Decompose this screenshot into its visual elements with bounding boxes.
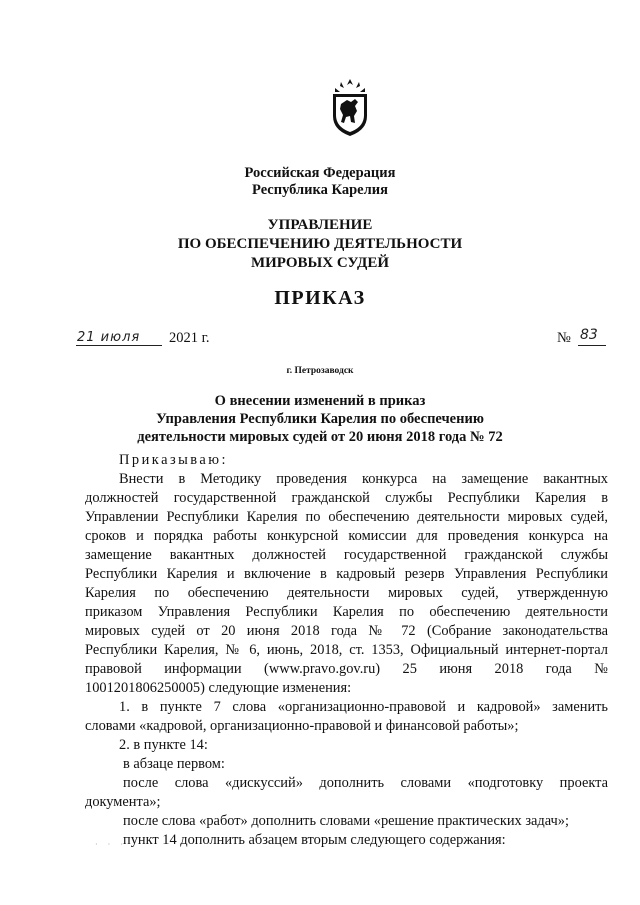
body-line: правовой информации (www.pravo.gov.ru) 25 июня 2018 года №	[85, 661, 608, 677]
organization-line-3: МИРОВЫХ СУДЕЙ	[250, 255, 389, 271]
body-line: Карелия по обеспечению деятельности мировых судей, утвержденную	[85, 585, 608, 601]
body-line: словами «кадровой, организационно-правовой и финансовой работы»;	[85, 718, 519, 734]
body-line: после слова «работ» дополнить словами «решение практических задач»;	[123, 813, 569, 829]
organization-line-1: УПРАВЛЕНИЕ	[267, 217, 373, 233]
country-name: Российская Федерация	[244, 165, 396, 181]
body-line: должностей государственной гражданской службы Республики Карелия в	[85, 490, 608, 506]
date-year: 2021 г.	[169, 330, 210, 346]
organization-line-2: ПО ОБЕСПЕЧЕНИЮ ДЕЯТЕЛЬНОСТИ	[177, 236, 463, 252]
body-line: приказом Управления Республики Карелия по обеспечению деятельности	[85, 604, 608, 620]
body-line: пункт 14 дополнить абзацем вторым следующего содержания:	[123, 832, 506, 848]
republic-name: Республика Карелия	[252, 182, 388, 198]
body-line: замещение вакантных должностей государственной гражданской службы	[85, 547, 608, 563]
order-word: Приказываю:	[119, 452, 229, 468]
order-body	[85, 451, 608, 850]
city-name: г. Петрозаводск	[286, 366, 354, 376]
body-line: Республики Карелия, № 6, июнь, 2018, ст. 1353, Официальный интернет-портал	[85, 642, 608, 658]
body-line: в абзаце первом:	[123, 756, 225, 772]
list-item-1: 1. в пункте 7 слова «организационно-правовой и кадровой» заменить	[119, 699, 608, 715]
body-line: после слова «дискуссий» дополнить словами «подготовку проекта	[123, 775, 608, 791]
number-underline	[578, 345, 606, 346]
list-item-2: 2. в пункте 14:	[119, 737, 208, 753]
subject-line-3: деятельности мировых судей от 20 июня 2018 года № 72	[137, 429, 503, 445]
number-label: №	[557, 330, 571, 346]
handwritten-date: 21 июля	[77, 330, 141, 345]
body-line: сроков и порядка работы конкурсной комиссии для проведения конкурса на	[85, 528, 608, 544]
body-line: 1001201806250005) следующие изменения:	[85, 680, 352, 696]
body-line: Внести в Методику проведения конкурса на замещение вакантных	[119, 471, 608, 487]
body-line: мировых судей от 20 июня 2018 года № 72 (Собрание законодательства	[85, 623, 608, 639]
body-line: документа»;	[85, 794, 161, 810]
body-line: Управлении Республики Карелия по обеспечению деятельности мировых судей,	[85, 509, 608, 525]
subject-line-2: Управления Республики Карелия по обеспечению	[156, 411, 484, 427]
handwritten-number: 83	[580, 327, 598, 343]
date-underline	[76, 345, 162, 346]
scan-specks: · · ·	[95, 840, 127, 849]
karelia-coat-of-arms-emblem	[329, 78, 371, 138]
document-type-title: ПРИКАЗ	[274, 287, 366, 309]
subject-line-1: О внесении изменений в приказ	[214, 393, 426, 409]
body-line: Республики Карелия и включение в кадровый резерв Управления Республики	[85, 566, 608, 582]
